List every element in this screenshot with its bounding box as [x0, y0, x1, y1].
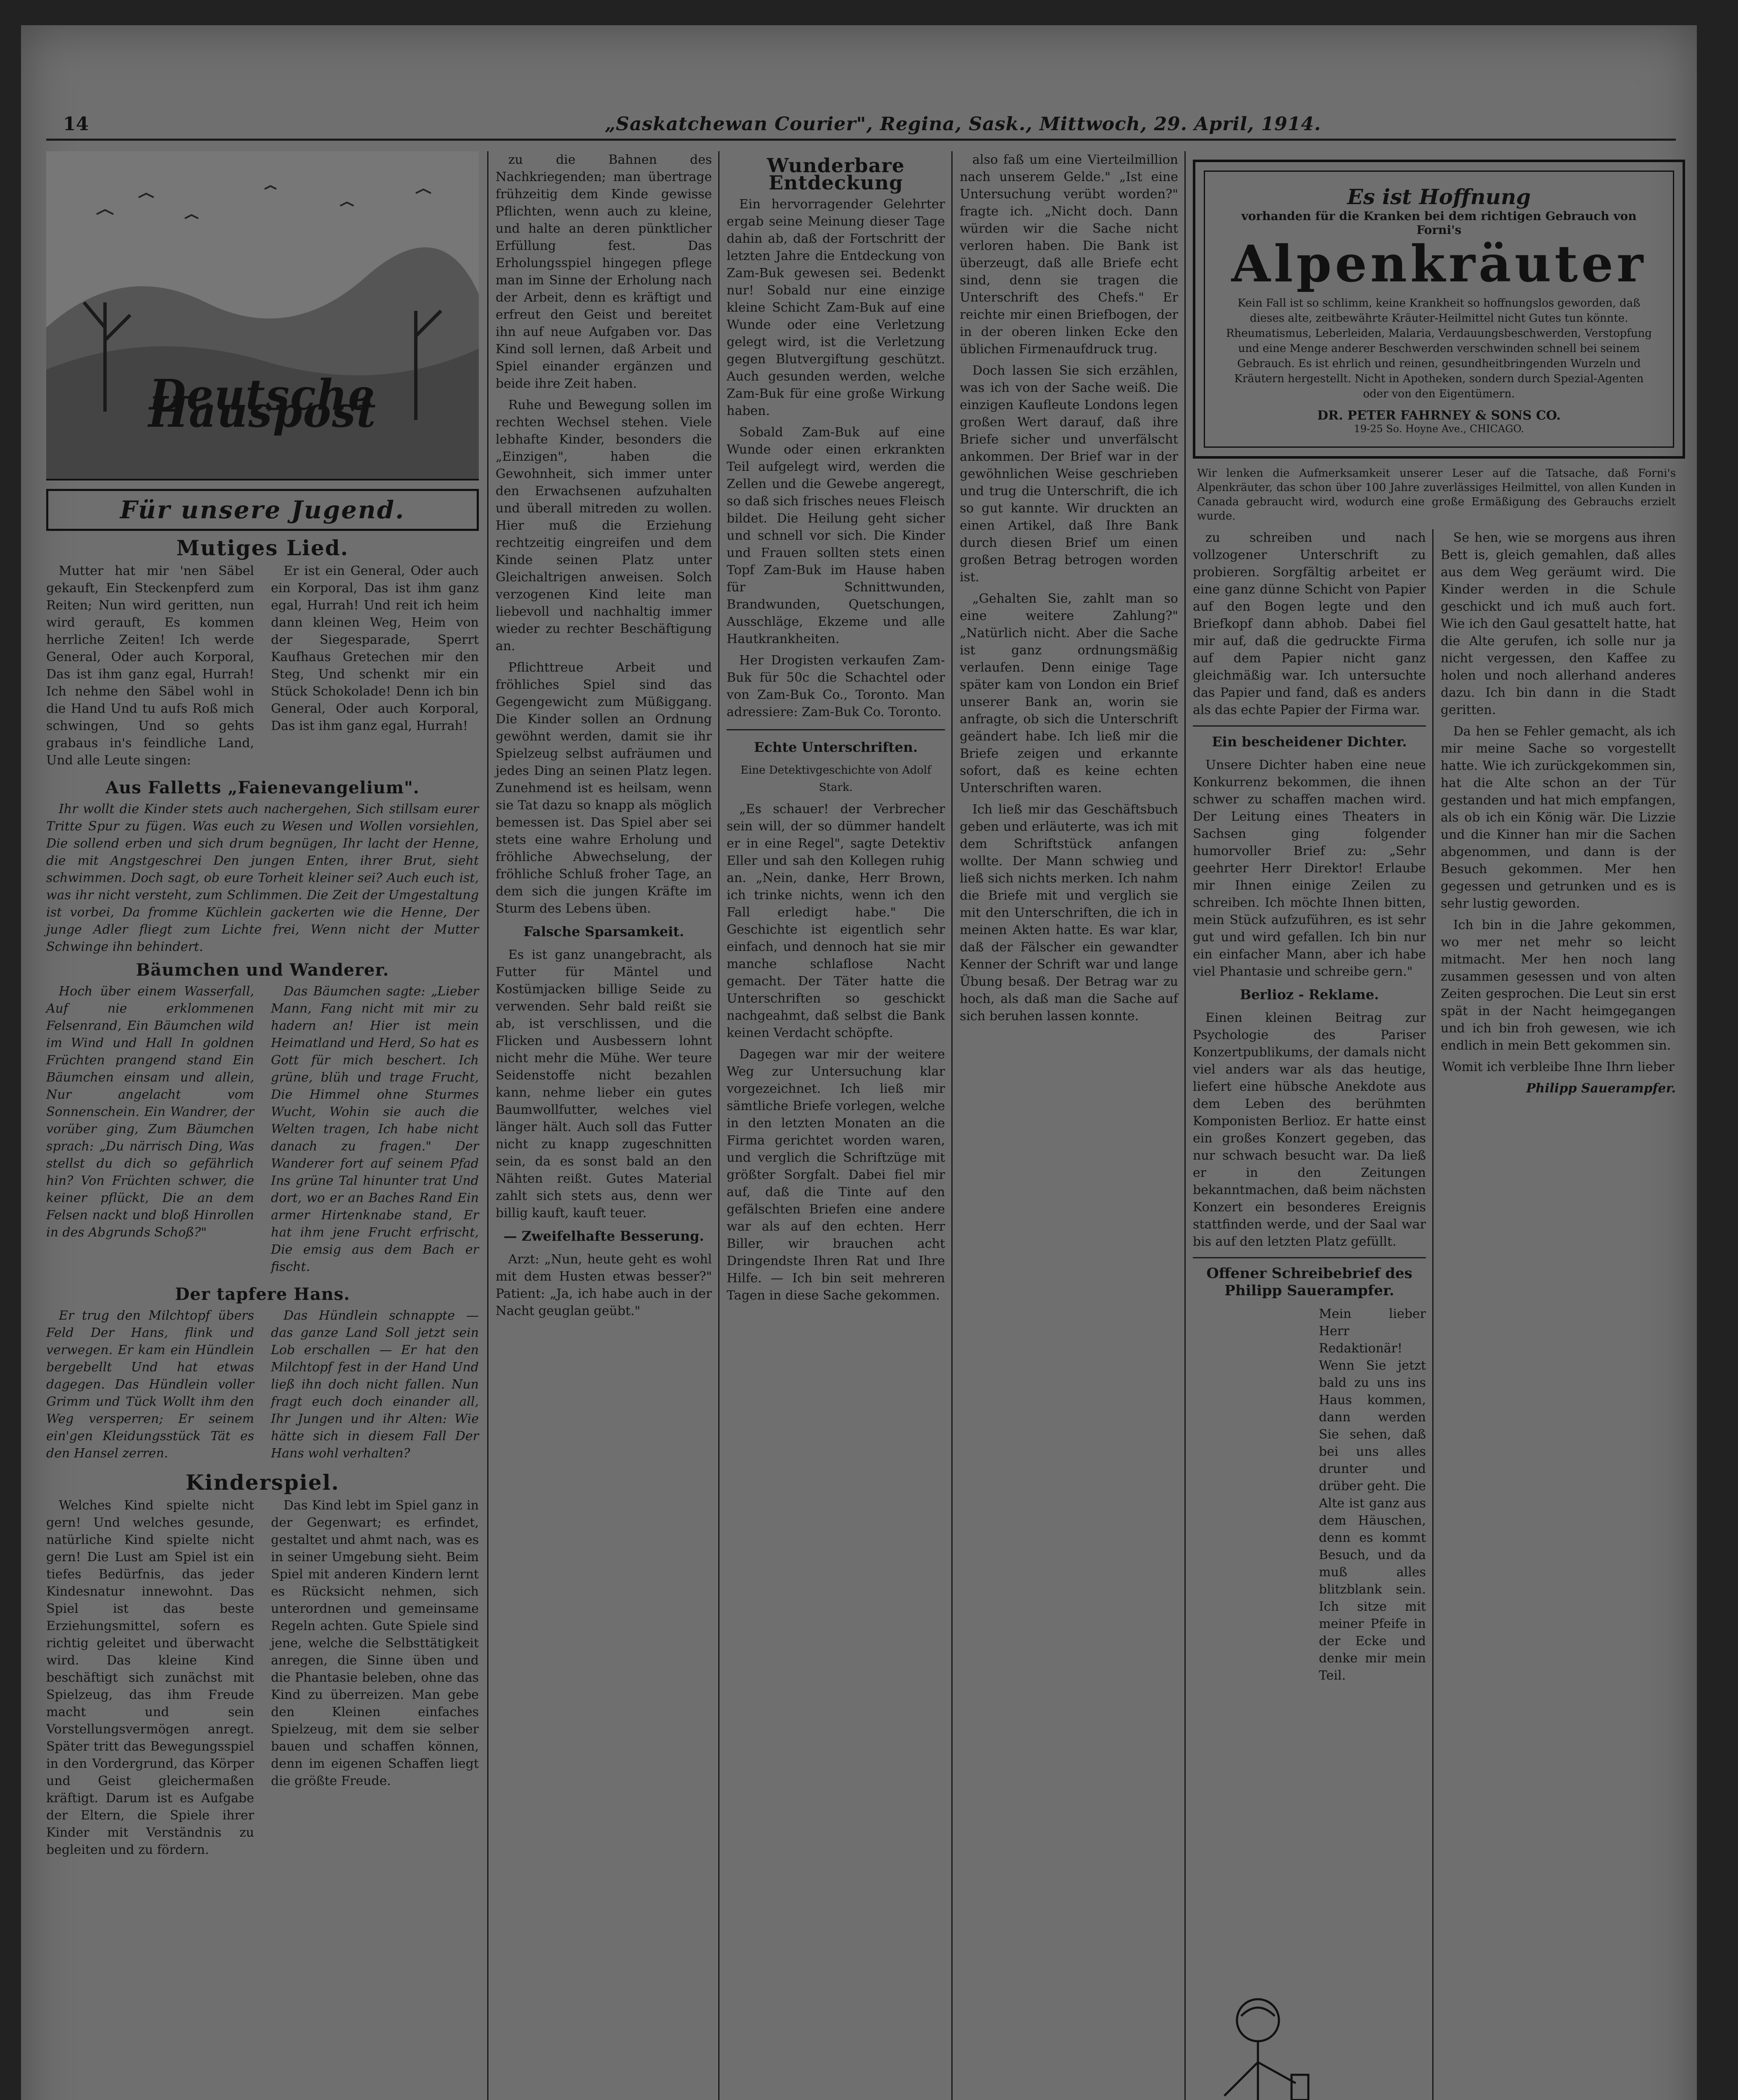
hans-title: Der tapfere Hans.	[175, 1284, 350, 1304]
col6-text-a: Se hen, wie se morgens aus ihren Bett is, gleich gemahlen, daß alles aus dem Weg geräumt wird. Die Kinder werden in die Schule geschickt und ich muß auch fort. Wie ich den Gaul gesattelt hatte, hat die Alte gerufen, ich solle nur ja nicht vergessen, den Kaffee zu holen und noch allerhand anderes dazu. Ich bin dann in die Stadt geritten.	[1441, 530, 1676, 717]
ad-brand: Alpenkräuter	[1231, 234, 1647, 294]
newspaper-page	[21, 25, 1697, 2100]
poem-left: Mutter hat mir 'nen Säbel gekauft, Ein Steckenpferd zum Reiten; Nun wird geritten, nun wird gerauft, Es kommen herrliche Zeiten! Ich werde General, Oder auch Korporal, Das ist ihm ganz egal, Hurrah! Ich nehme den Säbel wohl in die Hand Und tu aufs Roß mich schwingen, Und so gehts grabaus in's feindliche Land, Und alle Leute singen:	[46, 564, 254, 768]
column-1	[46, 151, 479, 1863]
col2-text-c: Pflichttreue Arbeit und fröhliches Spiel sind das Gegengewicht zum Müßiggang. Die Kinder sollen an Ordnung gewöhnt werden, damit sie ihr Spielzeug selbst aufräumen und jedes Ding an seinen Platz legen. Zunehmend ist es heilsam, wenn sie Tat dazu so knapp als möglich bemessen ist. Das Spiel aber sei stets eine wahre Erholung und fröhliche Abwechselung, der fröhliche Schluß froher Tage, an dem sich die jungen Kräfte im Sturm des Lebens üben.	[496, 660, 712, 916]
dichter-text: Unsere Dichter haben eine neue Konkurrenz bekommen, die ihnen schwer zu schaffen machen wird. Der Leitung eines Theaters in Sachsen ging folgender humorvoller Brief zu: „Sehr geehrter Herr Direktor! Erlaube mir Ihnen einige Zeilen zu schreiben. Ich möchte Ihnen bitten, mein Stück aufzuführen, es ist sehr gut und wird gefallen. Ich bin nur ein einfacher Mann, aber ich habe viel Phantasie und schreibe gern."	[1193, 758, 1426, 979]
echte-text-a: „Es schauer! der Verbrecher sein will, der so dümmer handelt er in eine Regel", sagte Detektiv Eller und sah den Kollegen ruhig an. „Nein, danke, Herr Brown, ich trinke nichts, wenn ich den Fall erledigt habe." Die Geschichte ist eigentlich sehr einfach, und dennoch hat sie mir manche schlaflose Nacht gemacht. Der Täter hatte die Unterschriften so geschickt nachgeahmt, daß selbst die Bank keinen Verdacht schöpfte.	[727, 802, 945, 1040]
baeumchen-left: Hoch über einem Wasserfall, Auf nie erklommenen Felsenrand, Ein Bäumchen wild im Wind und Hall In goldnen Früchten prangend stand Ein Bäumchen einsam und allein, Nur angelacht vom Sonnenschein. Ein Wandrer, der vorüber ging, Zum Bäumchen sprach: „Du närrisch Ding, Was stellst du dich so gefährlich hin? Von Früchten schwer, die keiner pflückt, Die an dem Felsen nackt und bloß Hinrollen in des Abgrunds Schoß?"	[46, 984, 254, 1240]
echte-title: Echte Unterschriften.	[754, 739, 918, 755]
sparsamkeit-text: Es ist ganz unangebracht, als Futter für Mäntel und Kostümjacken billige Seide zu verwenden. Sehr bald reißt sie ab, ist verschlissen, und die Flicken und Ausbessern lohnt nicht mehr die Mühe. Wer teure Seidenstoffe nicht bezahlen kann, nehme lieber ein gutes Baumwollfutter, welches viel länger hält. Auch soll das Futter nicht zu knapp zugeschnitten sein, da es sonst bald an den Nähten reißt. Gutes Material zahlt sich stets aus, denn wer billig kauft, kauft teuer.	[496, 948, 712, 1221]
sauerampfer-title: Offener Schreibebrief des Philipp Sauerampfer.	[1206, 1265, 1412, 1299]
advertisement-box	[1193, 160, 1685, 459]
sauerampfer-text: Mein lieber Herr Redaktionär! Wenn Sie jetzt bald zu uns ins Haus kommen, dann werden Sie sehen, daß bei uns alles drunter und drüber geht. Die Alte ist ganz aus dem Häuschen, denn es kommt Besuch, und da muß alles blitzblank sein. Ich sitze mit meiner Pfeife in der Ecke und denke mir mein Teil.	[1319, 1307, 1426, 1683]
baeumchen-title: Bäumchen und Wanderer.	[136, 960, 389, 980]
page-number: 14	[63, 113, 89, 135]
ad-address: 19-25 So. Hoyne Ave., CHICAGO.	[1354, 423, 1524, 435]
zweifelhaft-text: Arzt: „Nun, heute geht es wohl mit dem Husten etwas besser?" Patient: „Ja, ich habe auch in der Nacht geuglan geübt."	[496, 1252, 712, 1318]
kinderspiel-body	[46, 1497, 479, 1863]
reklame-title: Berlioz - Reklame.	[1239, 987, 1379, 1003]
section-banner: Für unsere Jugend.	[46, 489, 479, 531]
column-rule	[1184, 151, 1186, 2100]
col6-text-b: Da hen se Fehler gemacht, als ich mir meine Sache so vorgestellt hatte. Wie ich zurückgekommen sin, hat die Alte schon an der Tür gestanden und hat mich empfangen, als ob ich ein König wär. Die Lizzie und die Kinner han mir die Sachen abgenommen, und dann is der Besuch gekommen. Mer hen gegessen und getrunken und es is sehr lustig geworden.	[1441, 724, 1676, 911]
page-header	[46, 109, 1684, 139]
dateline: „Saskatchewan Courier", Regina, Sask., Mittwoch, 29. April, 1914.	[605, 113, 1321, 135]
col4-text-b: Doch lassen Sie sich erzählen, was ich von der Sache weiß. Die einzigen Kaufleute Londons legen großen Wert darauf, daß ihre Briefe sicher und unverfälscht ankommen. Der Brief war in der gewöhnlichen Weise geschrieben und trug die Unterschrift, die ich so gut kannte. Wir druckten an einen Artikel, daß Ihre Bank durch diesen Brief um einen großen Betrag betrogen worden ist.	[960, 363, 1178, 585]
column-4	[960, 151, 1178, 1029]
column-5	[1193, 529, 1426, 1688]
col2-text-a: zu die Bahnen des Nachkriegenden; man übertrage frühzeitig dem Kinde gewisse Pflichten, wenn auch zu kleine, und halte an deren pünktlicher Erfüllung fest. Das Erholungsspiel hingegen pflege man im Sinne der Erholung nach der Arbeit, denn es kräftigt und erfreut den Geist und bereitet ihn auf neue Aufgaben vor. Das Kind soll lernen, daß Arbeit und Spiel einander ergänzen und beide ihre Zeit haben.	[496, 152, 712, 391]
baeumchen-body	[46, 983, 479, 1280]
article-divider	[1193, 1257, 1426, 1258]
col2-text-b: Ruhe und Bewegung sollen im rechten Wechsel stehen. Viele lebhafte Kinder, besonders die „Einzigen", haben die Gewohnheit, sich immer unter den Erwachsenen aufzuhalten und überall mitreden zu wollen. Hier muß die Erziehung rechtzeitig eingreifen und dem Kinde seinen Platz unter Gleichaltrigen anweisen. Solch verzogenen Kind leite man liebevoll und nachhaltig immer wieder zu rechter Beschäftigung an.	[496, 398, 712, 654]
wunderbare-text-b: Sobald Zam-Buk auf eine Wunde oder einen erkrankten Teil aufgelegt wird, werden die Zellen und die Gewebe angeregt, so daß sich frisches neues Fleisch bildet. Die Heilung geht sicher und schnell vor sich. Die Kinder und Frauen sollten stets einen Topf Zam-Buk im Hause haben für Schnittwunden, Brandwunden, Quetschungen, Ausschläge, Ekzeme und alle Hautkrankheiten.	[727, 425, 945, 646]
hans-right: Das Hündlein schnappte — das ganze Land Soll jetzt sein Lob erschallen — Er hat den Milchtopf fest in der Hand Und ließ ihn doch nicht fallen. Nun fragt euch doch einander all, Ihr Jungen und ihr Alten: Wie hätte sich in diesem Fall Der Hans wohl verhalten?	[271, 1308, 479, 1461]
wunderbare-text-c: Her Drogisten verkaufen Zam-Buk für 50c die Schachtel oder von Zam-Buk Co., Toronto. Man adressiere: Zam-Buk Co. Toronto.	[727, 653, 945, 719]
masthead-title: Deutsche Hauspost	[148, 370, 377, 437]
header-rule	[46, 139, 1676, 141]
column-rule	[951, 151, 953, 2100]
advertisement-inner	[1204, 171, 1674, 448]
column-rule	[487, 151, 488, 2100]
ad-company: DR. PETER FAHRNEY & SONS CO.	[1317, 408, 1561, 423]
column-3	[727, 151, 945, 1308]
col5-text-a: zu schreiben und nach vollzogener Unterschrift zu probieren. Sorgfältig arbeitet er eine ganz dünne Schicht von Papier auf den Bogen legte und den Briefkopf dann abhob. Dabei fiel mir auf, daß die gedruckte Firma auf dem Papier nicht ganz gleichmäßig war. Ich untersuchte das Papier und fand, daß es anders als das echte Papier der Firma war.	[1193, 530, 1426, 717]
baeumchen-right: Das Bäumchen sagte: „Lieber Mann, Fang nicht mit mir zu hadern an! Hier ist mein Heimatland und Herd, So hat es Gott für mich beschert. Ich grüne, blüh und trage Frucht, Die Himmel ohne Sturmes Wucht, Wohin sie auch die Welten tragen, Ich habe nicht danach zu fragen." Der Wanderer fort auf seinem Pfad Ins grüne Tal hinunter trat Und dort, wo er an Baches Rand Ein armer Hirtenknabe stand, Er hat ihm jene Frucht erfrischt, Die emsig aus dem Bach er fischt.	[271, 984, 479, 1274]
kinderspiel-text-a: Welches Kind spielte nicht gern! Und welches gesunde, natürliche Kind spielte nicht gern! Die Lust am Spiel ist ein tiefes Bedürfnis, das jeder Kindesnatur innewohnt. Das Spiel ist das beste Erziehungsmittel, sofern es richtig geleitet und überwacht wird. Das kleine Kind beschäftigt sich zunächst mit Spielzeug, das ihm Freude macht und sein Vorstellungsvermögen anregt. Später tritt das Bewegungsspiel in den Vordergrund, das Körper und Geist gleichermaßen kräftigt. Darum ist es Aufgabe der Eltern, die Spiele ihrer Kinder mit Verständnis zu begleiten und zu fördern.	[46, 1498, 254, 1857]
ad-note: Wir lenken die Aufmerksamkeit unserer Leser auf die Tatsache, daß Forni's Alpenkräuter, das schon über 100 Jahre zuverlässiges Heilmittel, von allen Kunden in Canada gebraucht wird, wodurch eine große Ermäßigung des Gebrauchs erzielt wurde.	[1197, 467, 1676, 522]
poem-title: Mutiges Lied.	[176, 536, 349, 560]
ad-headline: Es ist Hoffnung	[1347, 184, 1531, 209]
wunderbare-text-a: Ein hervorragender Gelehrter ergab seine Meinung dieser Tage dahin ab, daß der Fortschritt der letzten Jahre die Entdeckung von Zam-Buk gewesen sei. Bedenkt nur! Sobald nur eine einzige kleine Schicht Zam-Buk auf eine Wunde oder eine Verletzung gelegt wird, ist die Verletzung gegen Blutvergiftung geschützt. Auch gesunden werden, welche Zam-Buk für eine große Wirkung haben.	[727, 197, 945, 418]
echte-text-b: Dagegen war mir der weitere Weg zur Untersuchung klar vorgezeichnet. Ich ließ mir sämtliche Briefe vorlegen, welche in den letzten Monaten an die Firma gerichtet worden waren, und verglich die Schriftzüge mit größter Sorgfalt. Dabei fiel mir auf, daß die Tinte auf den gefälschten Briefen eine andere war als auf den echten. Herr Biller, wir brauchen acht Dringendste Ihren Rat und Ihre Hilfe. — Ich bin seit mehreren Tagen in diese Sache gekommen.	[727, 1047, 945, 1303]
col4-text-c: „Gehalten Sie, zahlt man so eine weitere Zahlung?" „Natürlich nicht. Aber die Sache ist ganz ordnungsmäßig verlaufen. Denn einige Tage später kam von London ein Brief unserer Bank an, worin sie anfragte, ob sich die Unterschrift geändert habe. Ich ließ mir die Briefe zeigen und erkannte sofort, daß es keine echten Unterschriften waren.	[960, 591, 1178, 795]
signature: Philipp Sauerampfer.	[1526, 1081, 1676, 1096]
col6-text-c: Ich bin in die Jahre gekommen, wo mer net mehr so leicht mitmacht. Mer hen noch lang zusammen gesessen und von alten Zeiten gesprochen. Die Leut sin erst spät in der Nacht heimgegangen und ich bin froh gewesen, wie ich endlich in mein Bett gekommen sin.	[1441, 918, 1676, 1053]
column-2	[496, 151, 712, 1324]
dichter-title: Ein bescheidener Dichter.	[1212, 734, 1407, 750]
zweifelhaft-title: — Zweifelhafte Besserung.	[503, 1228, 704, 1244]
fallett-text: Ihr wollt die Kinder stets auch nachergehen, Sich stillsam eurer Tritte Spur zu fügen. Was euch zu Wesen und Wollen vorsiehlen, Die sollend erben und sich drum begnügen, Ihr lacht der Henne, die mit Angstgeschrei Den jungen Enten, ihrer Brut, sieht schwimmen. Doch sagt, ob eure Torheit kleiner sei? Auch euch ist, was ihr nicht versteht, zum Schlimmen. Die Zeit der Umgestaltung ist vorbei, Da fromme Küchlein gackerten wie die Henne, Der junge Adler fliegt zum Lichte frei, Wenn nicht der Mutter Schwinge ihn behindert.	[46, 802, 479, 954]
kinderspiel-text-b: Das Kind lebt im Spiel ganz in der Gegenwart; es erfindet, gestaltet und ahmt nach, was es in seiner Umgebung sieht. Beim Spiel mit anderen Kindern lernt es Rücksicht nehmen, sich unterordnen und gemeinsame Regeln achten. Gute Spiele sind jene, welche die Selbsttätigkeit anregen, die Sinne üben und die Phantasie beleben, ohne das Kind zu überreizen. Man gebe den Kleinen einfaches Spielzeug, mit dem sie selber bauen und schaffen können, denn im eigenen Schaffen liegt die größte Freude.	[271, 1498, 479, 1788]
kinderspiel-title: Kinderspiel.	[185, 1470, 340, 1495]
man-illustration	[1195, 1987, 1321, 2100]
closing: Womit ich verbleibe Ihne Ihrn lieber	[1442, 1060, 1675, 1074]
wunderbare-title: Wunderbare Entdeckung	[767, 154, 905, 194]
column-rule	[1432, 529, 1433, 2100]
echte-byline: Eine Detektivgeschichte von Adolf Stark.	[740, 764, 931, 794]
hans-left: Er trug den Milchtopf übers Feld Der Hans, flink und verwegen. Er kam ein Hündlein bergebellt Und hat etwas dagegen. Das Hündlein voller Grimm und Tück Wollt ihm den Weg versperren; Er seinem ein'gen Kleidungsstück Tät es den Hansel zerren.	[46, 1308, 254, 1461]
hans-body	[46, 1307, 479, 1466]
masthead	[46, 151, 479, 480]
col4-text-a: also faß um eine Vierteilmillion nach unserem Gelde." „Ist eine Untersuchung verübt worden?" fragte ich. „Nicht doch. Dann würden wir die Sache nicht verloren haben. Die Bank ist überzeugt, daß alle Briefe echt sind, denn sie tragen die Unterschrift des Chefs." Er reichte mir einen Briefbogen, der in der oberen linken Ecke den üblichen Firmenaufdruck trug.	[960, 152, 1178, 357]
poem-right: Er ist ein General, Oder auch ein Korporal, Das ist ihm ganz egal, Hurrah! Und reit ich heim dann kleinen Weg, Heim von der Siegesparade, Sperrt Kaufhaus Gretechen mir den Steg, Und schenkt mir ein Stück Schokolade! Denn ich bin General, Oder auch Korporal, Das ist ihm ganz egal, Hurrah!	[271, 564, 479, 733]
sparsamkeit-title: Falsche Sparsamkeit.	[523, 924, 684, 940]
ad-body: Kein Fall ist so schlimm, keine Krankheit so hoffnungslos geworden, daß dieses alte, zeitbewährte Kräuter-Heilmittel nicht Gutes tun könnte. Rheumatismus, Leberleiden, Malaria, Verdauungsbeschwerden, Verstopfung und eine Menge anderer Beschwerden verschwinden schnell bei seinem Gebrauch. Es ist ehrlich und reinen, gesundheitbringenden Wurzeln und Kräutern hergestellt. Nicht in Apotheken, sondern durch Spezial-Agenten oder von den Eigentümern.	[1226, 297, 1652, 400]
column-6	[1441, 529, 1676, 1101]
poem-body	[46, 562, 479, 773]
col4-text-d: Ich ließ mir das Geschäftsbuch geben und erläuterte, was ich mit dem Schriftstück anfangen wollte. Der Mann schwieg und ließ sich nichts merken. Ich nahm die Briefe mit und verglich sie mit den Unterschriften, die ich in meinen Akten hatte. Es war klar, daß der Fälscher ein gewandter Kenner der Schrift war und lange Übung besaß. Der Betrag war zu hoch, als daß man die Sache auf sich beruhen lassen konnte.	[960, 802, 1178, 1024]
ad-subline: vorhanden für die Kranken bei dem richtigen Gebrauch von Forni's	[1241, 209, 1637, 237]
article-divider	[1193, 725, 1426, 727]
fallett-title: Aus Falletts „Faienevangelium".	[105, 778, 420, 798]
column-rule	[718, 151, 719, 2100]
article-divider	[727, 729, 945, 730]
reklame-text: Einen kleinen Beitrag zur Psychologie des Pariser Konzertpublikums, der damals nicht viel anders war als das heutige, liefert eine hübsche Anekdote aus dem Leben des berühmten Komponisten Berlioz. Er hatte einst ein großes Konzert gegeben, das nur schwach besucht war. Da ließ er in den Zeitungen bekanntmachen, daß beim nächsten Konzert ein besonderes Ereignis stattfinden werde, und der Saal war bis auf den letzten Platz gefüllt.	[1193, 1011, 1426, 1249]
